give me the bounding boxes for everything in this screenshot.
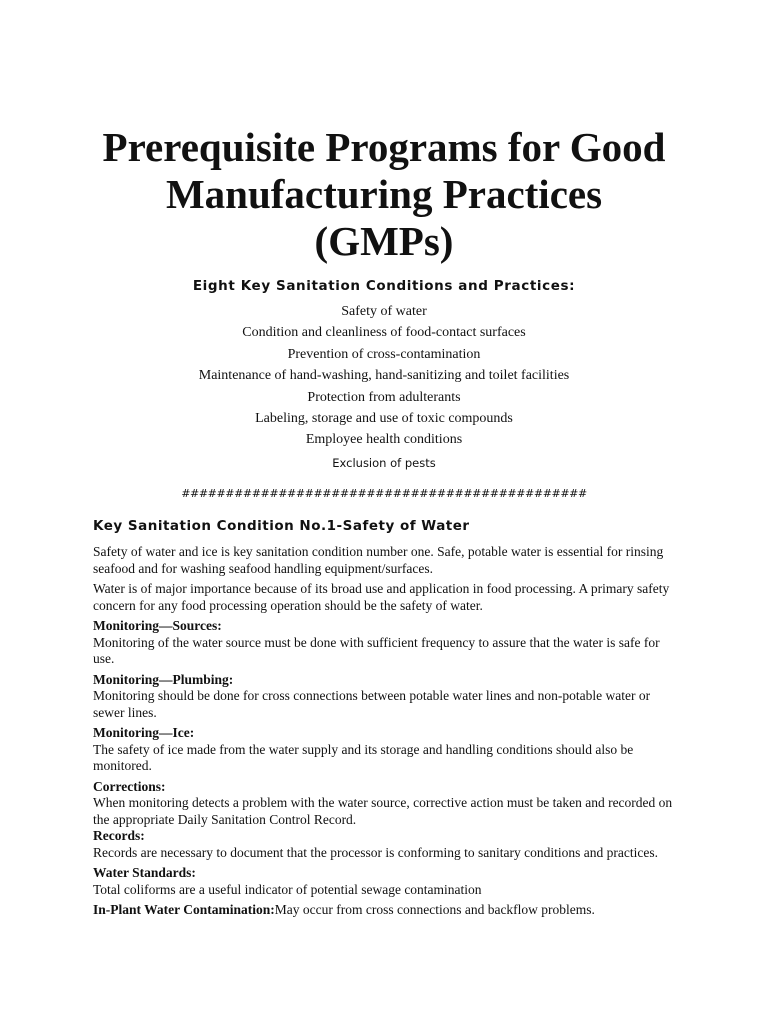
intro-paragraph: Safety of water and ice is key sanitation condition number one. Safe, potable water is essential for rinsing seafood and for washing seafood handling equipment/surfaces. <box>93 544 664 576</box>
item-term: Monitoring—Sources: <box>93 618 222 633</box>
condition-item: Exclusion of pests <box>332 455 436 470</box>
page-title <box>0 124 768 265</box>
records-block <box>93 828 683 861</box>
water-standards-block <box>93 865 683 898</box>
item-text: Monitoring of the water source must be done with sufficient frequency to assure that the water is safe for use. <box>93 634 660 666</box>
monitoring-sources-block <box>93 618 683 668</box>
condition-item: Protection from adulterants <box>307 389 461 405</box>
item-text: Records are necessary to document that the processor is conforming to sanitary conditions and practices. <box>93 844 658 860</box>
item-text: Total coliforms are a useful indicator of potential sewage contamination <box>93 881 482 897</box>
section-body <box>93 544 683 923</box>
in-plant-contamination-block <box>93 902 683 919</box>
title-line: Manufacturing Practices <box>165 171 603 217</box>
condition-item: Maintenance of hand-washing, hand-sanitizing and toilet facilities <box>198 368 570 384</box>
monitoring-ice-block <box>93 725 683 775</box>
item-term: Monitoring—Ice: <box>93 725 195 740</box>
item-term: In-Plant Water Contamination: <box>93 902 275 917</box>
monitoring-plumbing-block <box>93 672 683 722</box>
item-text: May occur from cross connections and backflow problems. <box>274 902 595 917</box>
conditions-subheading: Eight Key Sanitation Conditions and Practices: <box>192 278 576 294</box>
item-text: When monitoring detects a problem with the water source, corrective action must be taken and recorded on the appropriate Daily Sanitation Control Record. <box>93 795 673 827</box>
item-text: The safety of ice made from the water supply and its storage and handling conditions should also be monitored. <box>93 741 634 773</box>
condition-item: Safety of water <box>341 304 427 319</box>
conditions-list <box>0 301 768 472</box>
title-line: Prerequisite Programs for Good <box>102 124 666 170</box>
section-heading: Key Sanitation Condition No.1-Safety of Water <box>93 518 470 534</box>
item-term: Monitoring—Plumbing: <box>93 671 234 687</box>
condition-item: Prevention of cross-contamination <box>287 346 481 362</box>
condition-item: Labeling, storage and use of toxic compounds <box>255 410 513 426</box>
item-term: Water Standards: <box>93 865 196 880</box>
title-line: (GMPs) <box>314 218 454 264</box>
hash-separator: ############################################## <box>181 487 587 500</box>
condition-item: Condition and cleanliness of food-contact surfaces <box>242 325 526 341</box>
item-text: Monitoring should be done for cross connections between potable water lines and non-potable water or sewer lines. <box>93 688 651 720</box>
corrections-block <box>93 779 683 829</box>
item-term: Corrections: <box>93 778 166 794</box>
condition-item: Employee health conditions <box>305 432 463 448</box>
item-term: Records: <box>93 828 145 843</box>
intro-paragraph: Water is of major importance because of its broad use and application in food processing. A primary safety concern for any food processing operation should be the safety of water. <box>93 581 670 613</box>
